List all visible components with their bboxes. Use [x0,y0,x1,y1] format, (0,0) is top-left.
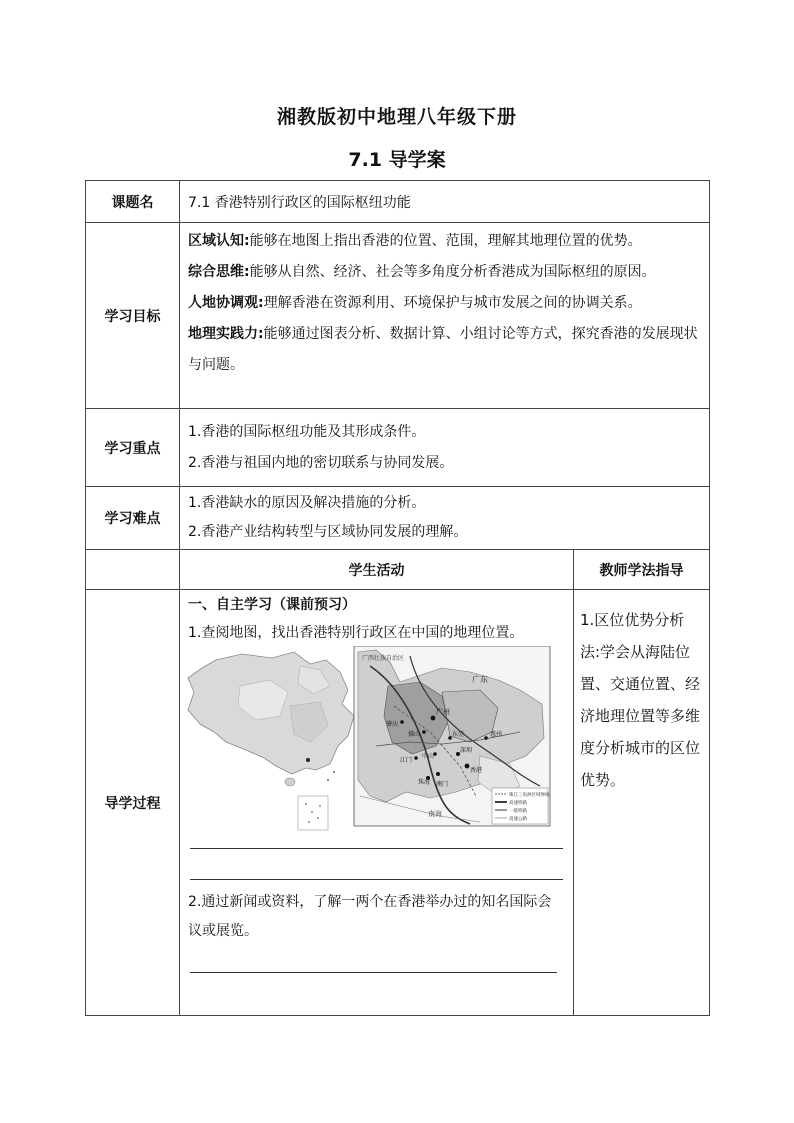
legend-railway: 一般铁路 [509,809,527,814]
key-point: 1.香港的国际枢纽功能及其形成条件。 [188,423,426,440]
answer-line[interactable] [190,848,563,849]
goal-text: 理解香港在资源利用、环境保护与城市发展之间的协调关系。 [263,295,642,311]
legend-boundary: 珠江三角洲区域界线 [509,793,550,798]
map-label-guangdong: 广东 [472,675,488,684]
map-label-guangzhou: 广州 [436,708,450,716]
map-label-south-sea: 南海 [428,810,442,818]
answer-line[interactable] [190,972,557,973]
legend-hsr: 高速铁路 [509,801,527,806]
difficulty-point: 1.香港缺水的原因及解决措施的分析。 [188,495,426,511]
goals-cell [180,223,710,409]
china-map [188,652,354,830]
map-label-zhongshan: 中山 [422,753,435,760]
section-heading: 一、自主学习（课前预习） [188,597,356,613]
document-title: 湘教版初中地理八年级下册 [276,106,517,128]
map-label-zhuhai: 珠海 [418,779,431,786]
goal-text: 能够在地图上指出香港的位置、范围，理解其地理位置的优势。 [249,233,642,249]
lesson-plan-table [85,180,710,1016]
empty-header-cell [86,550,180,590]
goal-head: 区域认知: [188,233,250,249]
difficulty-point: 2.香港产业结构转型与区域协同发展的理解。 [188,524,468,540]
process-label: 导学过程 [86,590,180,1016]
map-label-shenzhen: 深圳 [460,747,473,754]
map-label-foshan: 佛山 [408,731,421,738]
map-label-zhaoqing: 肇庆 [386,721,399,728]
teacher-guidance-cell [574,590,710,1016]
goal-head: 人地协调观: [188,295,264,311]
goals-label: 学习目标 [86,223,180,409]
difficulty-cell [180,487,710,550]
map-legend [492,788,550,824]
teacher-guidance-header: 教师学法指导 [574,550,710,590]
map-label-huizhou: 惠州 [490,731,503,738]
legend-highway: 高速公路 [509,817,527,822]
goal-head: 综合思维: [188,264,250,280]
pearl-river-delta-map [354,646,550,826]
question-2: 2.通过新闻或资料，了解一两个在香港举办过的知名国际会议或展览。 [188,894,552,939]
student-activity-header: 学生活动 [180,550,574,590]
question-1: 1.查阅地图，找出香港特别行政区在中国的地理位置。 [188,625,524,641]
key-label: 学习重点 [86,409,180,487]
map-label-dongguan: 东莞 [452,731,465,738]
key-point: 2.香港与祖国内地的密切联系与协同发展。 [188,454,454,471]
document-subtitle: 7.1 导学案 [348,149,446,171]
map-label-guangxi: 广西壮族自治区 [362,655,405,662]
topic-label: 课题名 [86,181,180,223]
goal-head: 地理实践力: [188,326,264,342]
goal-text: 能够从自然、经济、社会等多角度分析香港成为国际枢纽的原因。 [249,264,656,280]
teacher-tip: 1.区位优势分析法:学会从海陆位置、交通位置、经济地理位置等多维度分析城市的区位优势。 [580,611,701,789]
map-label-macau: 澳门 [436,781,449,788]
map-label-jiangmen: 江门 [400,757,413,764]
topic-cell [180,181,710,223]
student-activity-cell [180,590,574,1016]
goal-text: 能够通过图表分析、数据计算、小组讨论等方式，探究香港的发展现状与问题。 [188,326,698,373]
topic-text: 7.1 香港特别行政区的国际枢纽功能 [188,194,411,211]
map-label-hongkong: 香港 [470,767,483,774]
maps-area [180,646,573,832]
map-figure [180,646,574,832]
difficulty-label: 学习难点 [86,487,180,550]
key-cell [180,409,710,487]
